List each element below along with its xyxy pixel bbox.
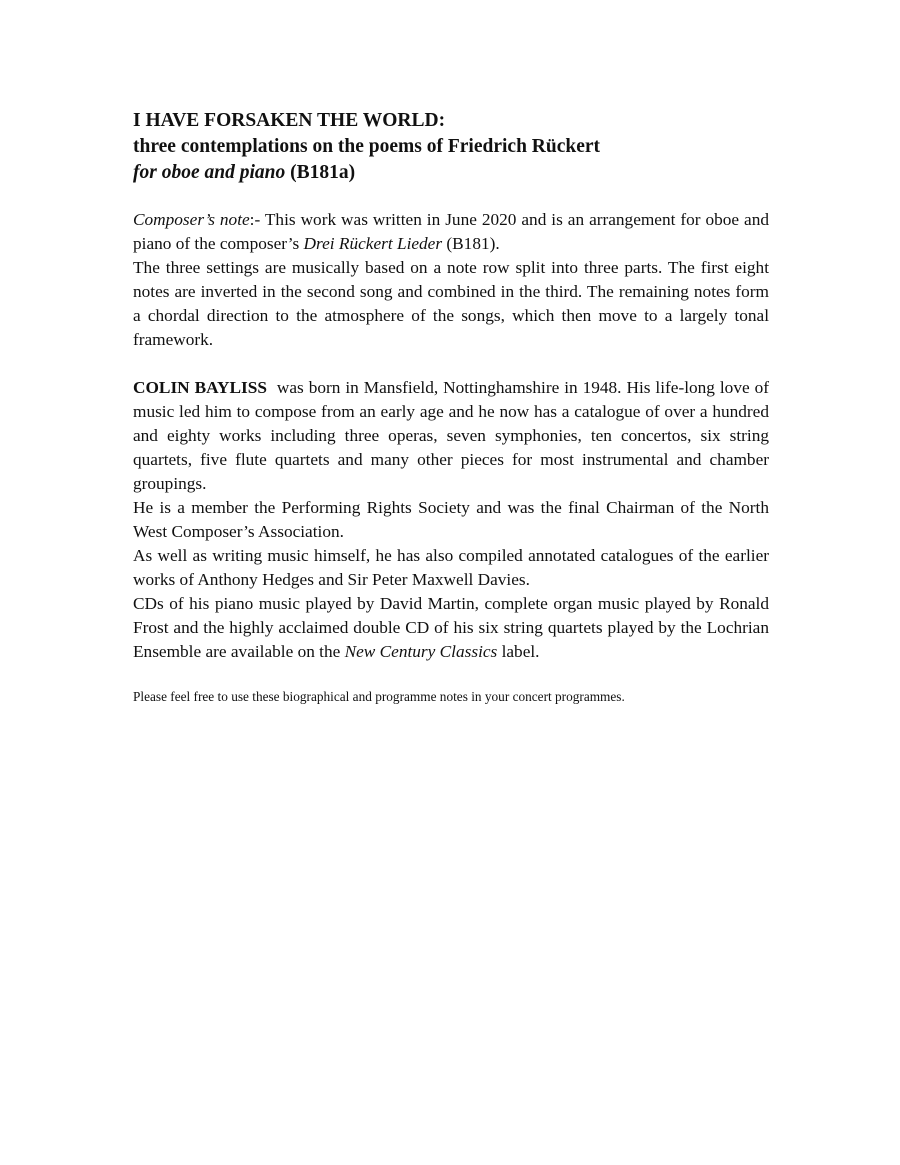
biography-text-4b: label. xyxy=(497,642,540,661)
biography-paragraph-4 xyxy=(133,592,769,664)
composer-name: COLIN BAYLISS xyxy=(133,378,267,397)
biography-paragraph-3: As well as writing music himself, he has also compiled annotated catalogues of the earlier works of Anthony Hedges and Sir Peter Maxwell Davies. xyxy=(133,546,769,589)
composer-note-label: Composer’s note xyxy=(133,210,250,229)
document-page xyxy=(133,108,769,719)
footer-note: Please feel free to use these biographical and programme notes in your concert programmes. xyxy=(133,689,625,704)
composer-note-paragraph-1 xyxy=(133,208,769,256)
instrumentation: for oboe and piano xyxy=(133,162,286,183)
instrumentation-line xyxy=(133,160,769,186)
work-title: I HAVE FORSAKEN THE WORLD: xyxy=(133,110,446,131)
biography-section xyxy=(133,376,769,664)
title-block xyxy=(133,108,769,186)
biography-paragraph-1 xyxy=(133,376,769,496)
biography-paragraph-2: He is a member the Performing Rights Society and was the final Chairman of the North West Composer’s Association. xyxy=(133,498,769,541)
composer-note-section xyxy=(133,208,769,352)
work-reference: Drei Rückert Lieder xyxy=(303,234,443,253)
biography-text-1: was born in Mansfield, Nottinghamshire in 1948. His life-long love of music led him to compose from an early age and he now has a catalogue of over a hundred and eighty works including three operas, seven symphonies, ten concertos, six string quartets, five flute quartets and many other pieces for most instrumental and chamber groupings. xyxy=(133,378,769,493)
work-subtitle: three contemplations on the poems of Friedrich Rückert xyxy=(133,136,601,157)
composer-note-text-b: (B181). xyxy=(442,234,500,253)
record-label: New Century Classics xyxy=(344,642,498,661)
composer-note-text-a: :- This work was written in June 2020 and is an arrangement for oboe and piano of the composer’s xyxy=(133,210,770,253)
catalogue-number: (B181a) xyxy=(290,162,356,183)
composer-note-paragraph-2: The three settings are musically based on a note row split into three parts. The first eight notes are inverted in the second song and combined in the third. The remaining notes form a chordal direction to the atmosphere of the songs, which then move to a largely tonal framework. xyxy=(133,258,769,349)
biography-text-4a: CDs of his piano music played by David Martin, complete organ music played by Ronald Frost and the highly acclaimed double CD of his six string quartets played by the Lochrian Ensemble are available on the xyxy=(133,594,769,661)
